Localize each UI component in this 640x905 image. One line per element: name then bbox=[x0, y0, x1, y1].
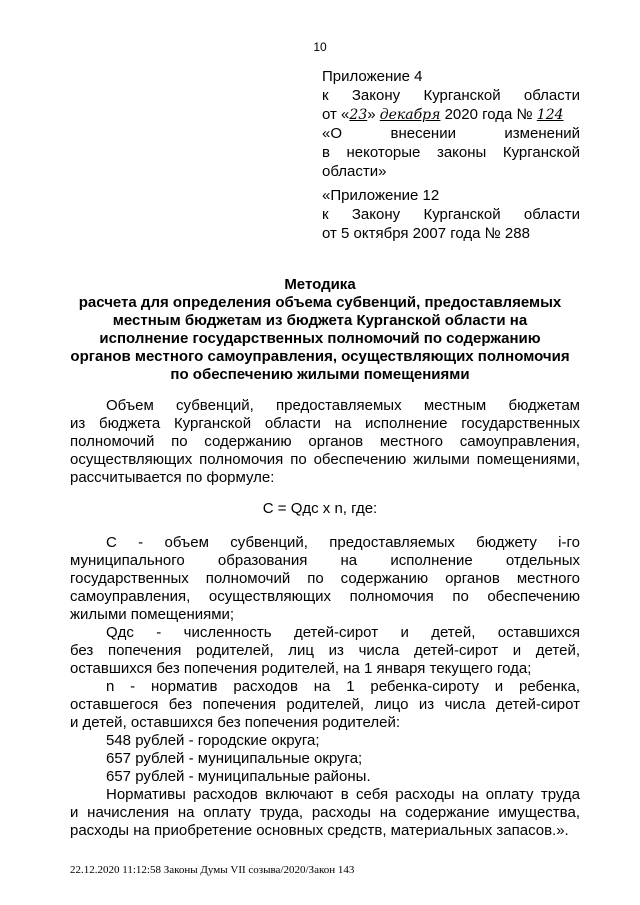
handwritten-number: 124 bbox=[536, 107, 564, 123]
text-line: рассчитывается по формуле: bbox=[70, 469, 275, 486]
formula: С = Qдс x n, где: bbox=[262, 500, 378, 517]
definition-q bbox=[70, 624, 580, 678]
text-line: осуществляющих полномочия по обеспечению жилыми помещениями, bbox=[70, 451, 580, 468]
annex-4-law-line: к Закону Курганской области bbox=[322, 87, 581, 104]
title-line-2: расчета для определения объема субвенций, предоставляемых bbox=[78, 294, 562, 311]
paragraph-final bbox=[70, 786, 580, 840]
annex-4-date-line: от «23» декабря 2020 года № 124 bbox=[322, 106, 564, 123]
rates-list bbox=[70, 732, 580, 786]
text-line: Объем субвенций, предоставляемых местным бюджетам bbox=[106, 397, 580, 414]
paragraph-intro bbox=[70, 397, 580, 487]
rate-item: 657 рублей - муниципальные округа; bbox=[106, 750, 363, 767]
text-line: государственных полномочий по содержанию органов местного bbox=[70, 570, 580, 587]
title-line-3: местным бюджетам из бюджета Курганской области на bbox=[112, 312, 528, 329]
title-line-5: органов местного самоуправления, осуществляющих полномочия bbox=[70, 348, 570, 365]
text-line: из бюджета Курганской области на исполнение государственных bbox=[70, 415, 580, 432]
page-number: 10 bbox=[313, 40, 327, 54]
definition-n bbox=[70, 678, 580, 732]
annex-4-subject-line-1: «О внесении изменений bbox=[322, 125, 580, 142]
annex-4-title: Приложение 4 bbox=[322, 68, 423, 85]
title-line-4: исполнение государственных полномочий по содержанию bbox=[99, 330, 541, 347]
text-line: и начисления на оплату труда, расходы на содержание имущества, bbox=[70, 804, 580, 821]
text-line: самоуправления, осуществляющих полномочия по обеспечению bbox=[70, 588, 580, 605]
text-line: n - норматив расходов на 1 ребенка-сироту и ребенка, bbox=[106, 678, 580, 695]
annex-12-law-line: к Закону Курганской области bbox=[322, 206, 581, 223]
title-line-6: по обеспечению жилыми помещениями bbox=[170, 366, 470, 383]
annex-4-subject-line-2: в некоторые законы Курганской bbox=[322, 144, 580, 161]
annex-12-title: «Приложение 12 bbox=[322, 187, 440, 204]
text-line: Нормативы расходов включают в себя расходы на оплату труда bbox=[106, 786, 580, 803]
annex-4-subject-line-3: области» bbox=[322, 163, 387, 180]
annex-4-block bbox=[322, 67, 580, 181]
annex-12-block bbox=[322, 186, 580, 243]
text-line: полномочий по содержанию органов местного самоуправления, bbox=[70, 433, 580, 450]
definition-c bbox=[70, 534, 580, 624]
rate-item: 548 рублей - городские округа; bbox=[106, 732, 320, 749]
rate-item: 657 рублей - муниципальные районы. bbox=[106, 768, 371, 785]
handwritten-day: 23 bbox=[349, 107, 368, 123]
document-title bbox=[60, 276, 580, 384]
text-line: жилыми помещениями; bbox=[70, 606, 235, 623]
text-line: расходы на приобретение основных средств, материальных запасов.». bbox=[70, 822, 569, 839]
text-line: без попечения родителей, лиц из числа детей-сирот и детей, bbox=[70, 642, 580, 659]
text-line: оставшихся без попечения родителей, на 1 января текущего года; bbox=[70, 660, 532, 677]
annex-12-date-line: от 5 октября 2007 года № 288 bbox=[322, 225, 530, 242]
text-line: Qдс - численность детей-сирот и детей, оставшихся bbox=[106, 624, 580, 641]
text-line: С - объем субвенций, предоставляемых бюджету i-го bbox=[106, 534, 580, 551]
text-line: муниципального образования на исполнение отдельных bbox=[70, 552, 580, 569]
footer-stamp: 22.12.2020 11:12:58 Законы Думы VII созыва/2020/Закон 143 bbox=[70, 864, 355, 876]
title-line-1: Методика bbox=[284, 276, 356, 293]
handwritten-month: декабря bbox=[379, 107, 441, 123]
text-line: оставшегося без попечения родителей, лицо из числа детей-сирот bbox=[70, 696, 580, 713]
text-line: и детей, оставшихся без попечения родителей: bbox=[70, 714, 400, 731]
